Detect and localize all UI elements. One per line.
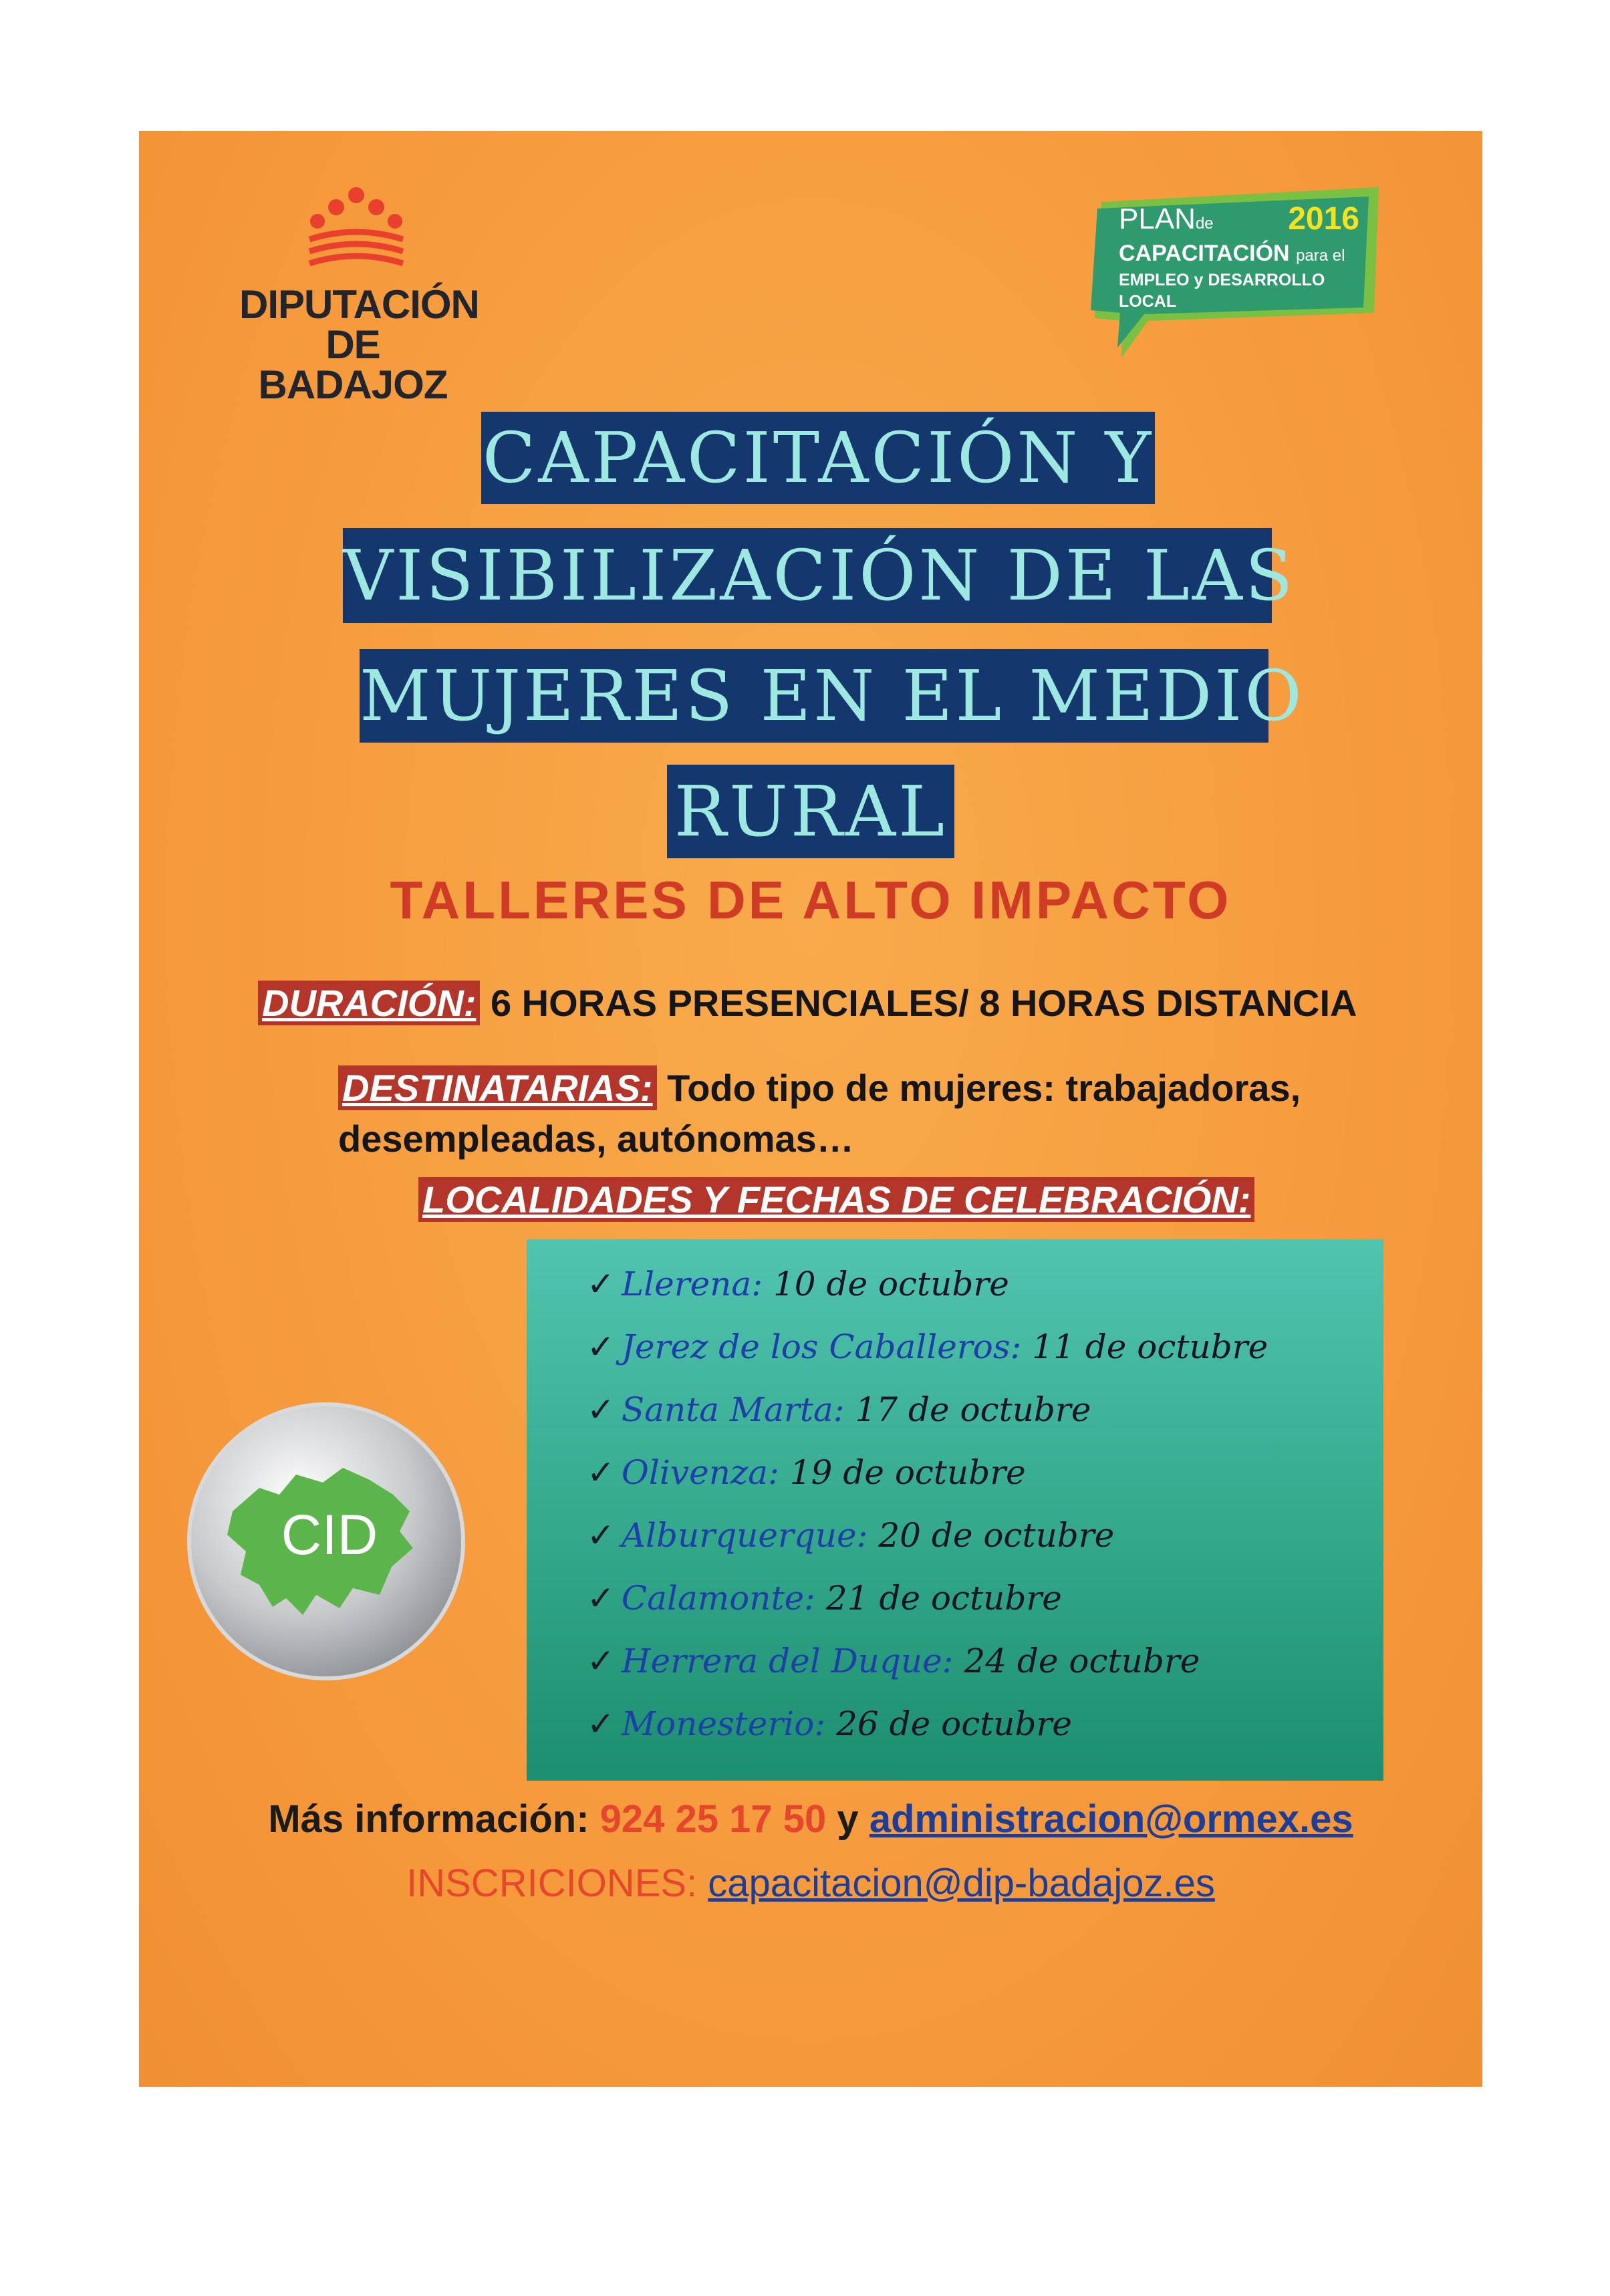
location-date: 20 de octubre (867, 1516, 1115, 1555)
locations-box (527, 1239, 1383, 1781)
plan-capacitacion: CAPACITACIÓN (1119, 241, 1290, 266)
inscriptions-label: INSCRICIONES: (406, 1862, 708, 1905)
location-place: Monesterio: (621, 1704, 826, 1743)
plan-year: 2016 (1288, 201, 1359, 237)
location-place: Herrera del Duque: (621, 1642, 954, 1680)
cid-logo (179, 1394, 473, 1688)
location-date: 24 de octubre (953, 1642, 1200, 1680)
destinatarias-value: Todo tipo de mujeres: trabajadoras, desempleadas, autónomas… (338, 1067, 1301, 1160)
location-item (587, 1567, 1268, 1630)
location-date: 21 de octubre (815, 1579, 1062, 1618)
destinatarias-label: DESTINATARIAS: (338, 1065, 657, 1110)
destinatarias-line (338, 1063, 1381, 1164)
check-icon: ✓ (587, 1265, 615, 1303)
check-icon: ✓ (587, 1453, 615, 1492)
more-info-label: Más información: (268, 1797, 600, 1841)
location-place: Alburquerque: (621, 1516, 868, 1555)
more-info-conj: y (826, 1797, 869, 1841)
plan-capacitacion-badge (1075, 187, 1389, 361)
location-date: 19 de octubre (779, 1453, 1026, 1492)
more-info-line (139, 1797, 1482, 1841)
duracion-label: DURACIÓN: (258, 981, 480, 1025)
logo-name-line1: DIPUTACIÓN (239, 282, 479, 327)
location-place: Jerez de los Caballeros: (621, 1327, 1022, 1366)
duracion-line (258, 981, 1357, 1025)
location-date: 17 de octubre (844, 1390, 1091, 1429)
location-date: 11 de octubre (1021, 1327, 1268, 1366)
duracion-value: 6 HORAS PRESENCIALES/ 8 HORAS DISTANCIA (480, 982, 1357, 1024)
title-line-4: RURAL (667, 765, 954, 858)
location-place: Llerena: (621, 1265, 763, 1303)
plan-de: de (1195, 215, 1214, 233)
logo-name-line2: DE BADAJOZ (258, 322, 448, 407)
inscriptions-line (139, 1861, 1482, 1906)
location-item (587, 1441, 1268, 1504)
subtitle: TALLERES DE ALTO IMPACTO (390, 870, 1232, 930)
inscriptions-email-link[interactable]: capacitacion@dip-badajoz.es (708, 1862, 1215, 1905)
location-item (587, 1315, 1268, 1378)
title-line-2: VISIBILIZACIÓN DE LAS (343, 528, 1272, 623)
cid-label: CID (281, 1503, 378, 1566)
location-item (587, 1504, 1268, 1567)
phone-number[interactable]: 924 25 17 50 (599, 1797, 827, 1841)
check-icon: ✓ (587, 1579, 615, 1618)
location-place: Calamonte: (621, 1579, 816, 1618)
plan-word: PLAN (1119, 203, 1196, 235)
location-item (587, 1378, 1268, 1441)
location-item (587, 1692, 1268, 1755)
check-icon: ✓ (587, 1642, 615, 1680)
location-item (587, 1630, 1268, 1692)
title-line-1: CAPACITACIÓN Y (481, 412, 1155, 504)
plan-para-el: para el (1296, 247, 1345, 265)
info-email-link[interactable]: administracion@ormex.es (869, 1797, 1353, 1841)
location-place: Santa Marta: (621, 1390, 845, 1429)
location-item (587, 1253, 1268, 1315)
check-icon: ✓ (587, 1327, 615, 1366)
crown-icon (299, 184, 413, 285)
location-place: Olivenza: (621, 1453, 779, 1492)
check-icon: ✓ (587, 1704, 615, 1743)
locations-list (587, 1253, 1268, 1755)
plan-empleo: EMPLEO y DESARROLLO LOCAL (1119, 271, 1325, 311)
location-date: 26 de octubre (825, 1704, 1072, 1743)
localidades-line (418, 1178, 1254, 1221)
title-line-3: MUJERES EN EL MEDIO (360, 649, 1268, 743)
flyer (139, 131, 1482, 2087)
localidades-label: LOCALIDADES Y FECHAS DE CELEBRACIÓN: (418, 1177, 1254, 1222)
check-icon: ✓ (587, 1516, 615, 1555)
location-date: 10 de octubre (763, 1265, 1009, 1303)
check-icon: ✓ (587, 1390, 615, 1429)
